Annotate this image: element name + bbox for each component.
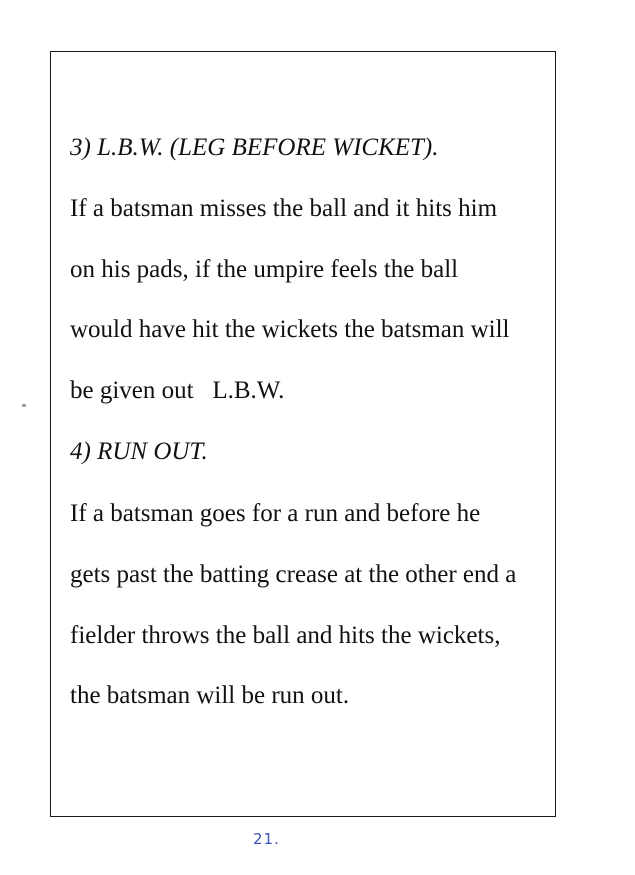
- body-line: on his pads, if the umpire feels the ball: [70, 256, 459, 283]
- page-number: 21.: [253, 830, 280, 848]
- body-line: gets past the batting crease at the other end a: [70, 561, 517, 588]
- section-heading-run-out: 4) RUN OUT.: [70, 438, 208, 465]
- scan-speck: [22, 404, 26, 407]
- body-line: fielder throws the ball and hits the wickets,: [70, 622, 501, 649]
- section-heading-lbw: 3) L.B.W. (LEG BEFORE WICKET).: [70, 134, 439, 161]
- body-line: would have hit the wickets the batsman will: [70, 316, 510, 343]
- body-line: the batsman will be run out.: [70, 682, 350, 709]
- body-line: If a batsman goes for a run and before he: [70, 500, 481, 527]
- body-line: If a batsman misses the ball and it hits him: [70, 195, 498, 222]
- body-line: be given out L.B.W.: [70, 377, 285, 404]
